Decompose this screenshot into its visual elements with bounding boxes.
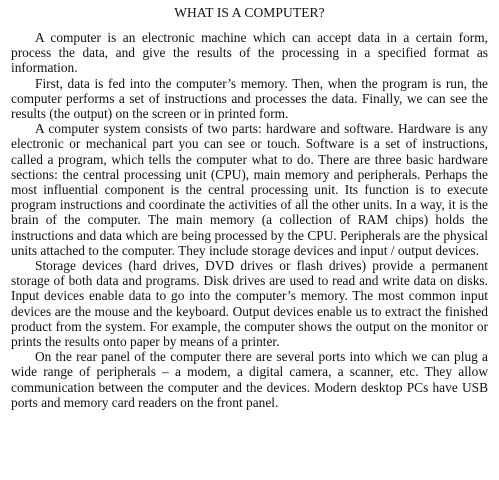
- paragraph-ports: On the rear panel of the computer there are several ports into which we can plug a wide range of peripherals – a modem, a digital camera, a scanner, etc. They allow communication between the computer and the devices. Modern desktop PCs have USB ports and memory card readers on the front panel.: [11, 349, 488, 410]
- document-body: [11, 30, 488, 410]
- document-page: [11, 0, 488, 410]
- paragraph-process: First, data is fed into the computer’s memory. Then, when the program is run, the computer performs a set of instructions and processes the data. Finally, we can see the results (the output) on the screen or in printed form.: [11, 75, 488, 122]
- paragraph-definition: A computer is an electronic machine which can accept data in a certain form, process the data, and give the results of the processing in a specified format as information.: [11, 30, 488, 76]
- paragraph-storage-devices: Storage devices (hard drives, DVD drives or flash drives) provide a permanent storage of both data and programs. Disk drives are used to read and write data on disks. Input devices enable data to go into the computer’s memory. The most common input devices are the mouse and the keyboard. Output devices enable us to extract the finished product from the system. For example, the computer shows the output on the monitor or prints the results onto paper by means of a printer.: [11, 258, 488, 350]
- document-title: WHAT IS A COMPUTER?: [174, 5, 325, 20]
- paragraph-hardware-software: A computer system consists of two parts: hardware and software. Hardware is any electronic or mechanical part you can see or touch. Software is a set of instructions, called a program, which tells the computer what to do. There are three basic hardware sections: the central processing unit (CPU), main memory and peripherals. Perhaps the most influential component is the central processing unit. Its function is to execute program instructions and coordinate the activities of all the other units. In a way, it is the brain of the computer. The main memory (a collection of RAM chips) holds the instructions and data which are being processed by the CPU. Peripherals are the physical units attached to the computer. They include storage devices and input / output devices.: [11, 121, 488, 258]
